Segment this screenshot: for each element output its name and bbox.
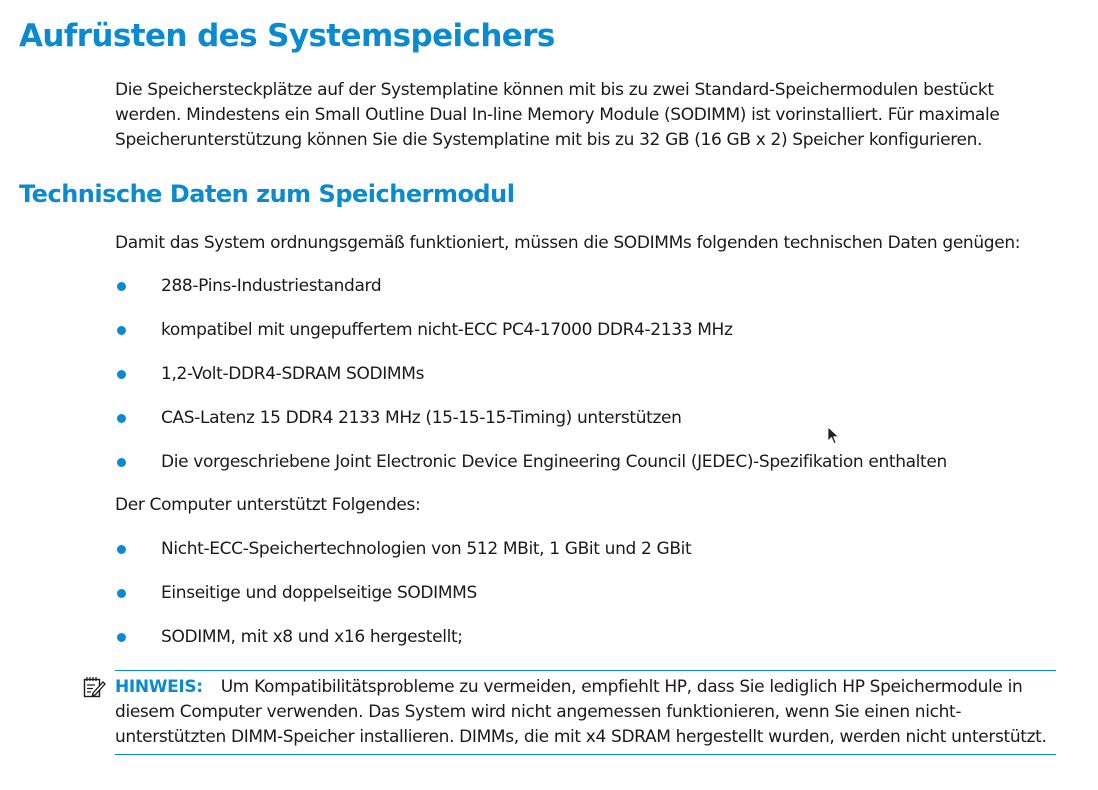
bullet-icon	[117, 370, 126, 379]
bullet-icon	[117, 326, 126, 335]
list-item-text: 1,2-Volt-DDR4-SDRAM SODIMMs	[161, 364, 425, 384]
list-item	[115, 625, 691, 669]
intro-paragraph: Die Speichersteckplätze auf der Systemplatine können mit bis zu zwei Standard-Speichermodulen bestückt werden. Mindestens ein Small Outline Dual In-line Memory Module (SODIMM) ist vorinstalliert. Für maximale Speicherunterstützung können Sie die Systemplatine mit bis zu 32 GB (16 GB x 2) Speicher konfigurieren.	[115, 80, 1000, 150]
list-item	[115, 450, 947, 494]
computer-intro-paragraph: Der Computer unterstützt Folgendes:	[115, 495, 421, 515]
support-list	[115, 537, 691, 669]
list-item	[115, 581, 691, 625]
spec-list	[115, 274, 947, 494]
list-item-text: CAS-Latenz 15 DDR4 2133 MHz (15-15-15-Timing) unterstützen	[161, 408, 682, 428]
bullet-icon	[117, 282, 126, 291]
spec-intro-paragraph: Damit das System ordnungsgemäß funktioniert, müssen die SODIMMs folgenden technischen Daten genügen:	[115, 233, 1021, 253]
page-title: Aufrüsten des Systemspeichers	[19, 18, 555, 54]
bullet-icon	[117, 414, 126, 423]
note-label: HINWEIS:	[115, 677, 203, 697]
list-item-text: Nicht-ECC-Speichertechnologien von 512 MBit, 1 GBit und 2 GBit	[161, 539, 692, 559]
list-item	[115, 537, 691, 581]
bullet-icon	[117, 545, 126, 554]
list-item	[115, 318, 947, 362]
list-item	[115, 274, 947, 318]
list-item-text: kompatibel mit ungepuffertem nicht-ECC PC4-17000 DDR4-2133 MHz	[161, 320, 733, 340]
bullet-icon	[117, 633, 126, 642]
list-item-text: Einseitige und doppelseitige SODIMMS	[161, 583, 477, 603]
list-item-text: SODIMM, mit x8 und x16 hergestellt;	[161, 627, 463, 647]
list-item	[115, 406, 947, 450]
list-item-text: 288-Pins-Industriestandard	[161, 276, 382, 296]
list-item-text: Die vorgeschriebene Joint Electronic Device Engineering Council (JEDEC)-Spezifikation enthalten	[161, 452, 947, 472]
note-pencil-icon	[82, 675, 106, 699]
list-item	[115, 362, 947, 406]
note-box	[115, 670, 1056, 755]
bullet-icon	[117, 458, 126, 467]
section-title: Technische Daten zum Speichermodul	[19, 180, 515, 208]
note-text: Um Kompatibilitätsprobleme zu vermeiden, empfiehlt HP, dass Sie lediglich HP Speichermodule in diesem Computer verwenden. Das System wird nicht angemessen funktionieren, wenn Sie einen nicht-unterstützten DIMM-Speicher installieren. DIMMs, die mit x4 SDRAM hergestellt wurden, werden nicht unterstützt.	[115, 677, 1047, 747]
bullet-icon	[117, 589, 126, 598]
mouse-cursor-icon	[827, 426, 841, 446]
